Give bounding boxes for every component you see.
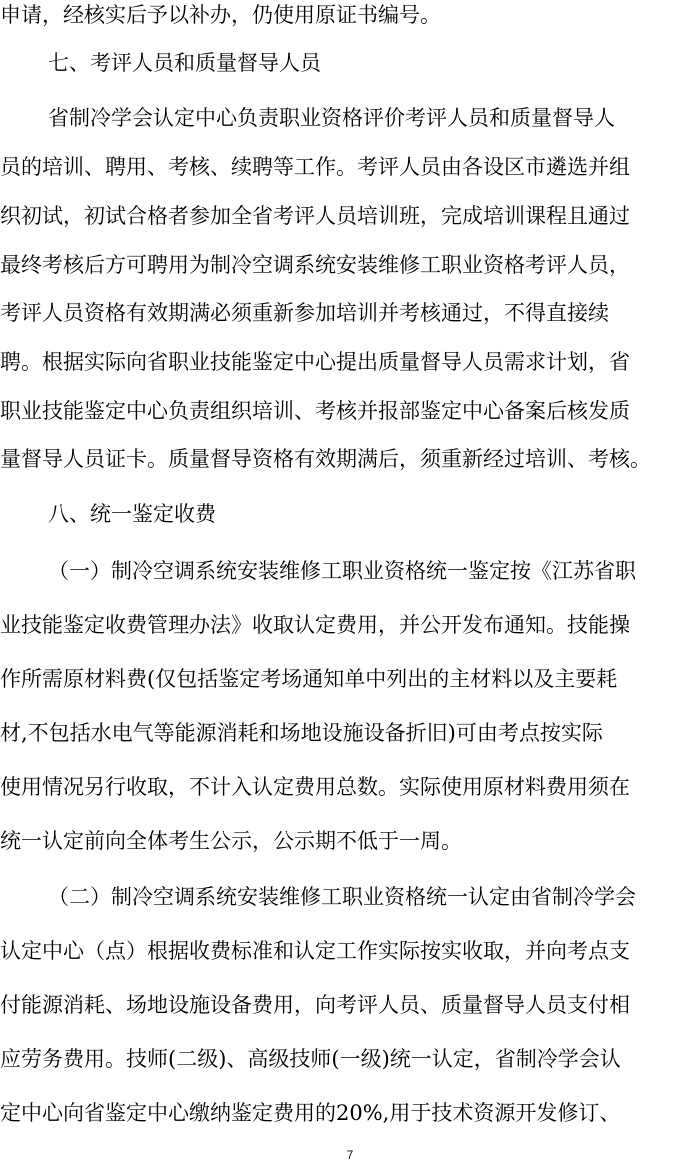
- paragraph-line: 应劳务费用。技师(二级)、高级技师(一级)统一认定，省制冷学会认: [0, 1047, 621, 1071]
- paragraph-line: 员的培训、聘用、考核、续聘等工作。考评人员由各设区市遴选并组: [0, 155, 630, 179]
- paragraph-line: （二）制冷空调系统安装维修工职业资格统一认定由省制冷学会: [48, 885, 636, 909]
- paragraph-line: 聘。根据实际向省职业技能鉴定中心提出质量督导人员需求计划，省: [0, 350, 630, 374]
- paragraph-line: 职业技能鉴定中心负责组织培训、考核并报部鉴定中心备案后核发质: [0, 399, 630, 423]
- section-heading: 八、统一鉴定收费: [48, 502, 216, 526]
- page-number: 7: [346, 1148, 354, 1162]
- paragraph-line: 定中心向省鉴定中心缴纳鉴定费用的20%,用于技术资源开发修订、: [0, 1101, 621, 1125]
- paragraph-line: 材,不包括水电气等能源消耗和场地设施设备折旧)可由考点按实际: [0, 721, 603, 745]
- paragraph-line: 统一认定前向全体考生公示，公示期不低于一周。: [0, 829, 462, 853]
- paragraph-line: 使用情况另行收取，不计入认定费用总数。实际使用原材料费用须在: [0, 775, 630, 799]
- paragraph-line: 付能源消耗、场地设施设备费用，向考评人员、质量督导人员支付相: [0, 993, 630, 1017]
- paragraph-line: 最终考核后方可聘用为制冷空调系统安装维修工职业资格考评人员，: [0, 253, 630, 277]
- paragraph-line: 作所需原材料费(仅包括鉴定考场通知单中列出的主材料以及主要耗: [0, 667, 618, 691]
- paragraph-line: 业技能鉴定收费管理办法》收取认定费用，并公开发布通知。技能操: [0, 613, 630, 637]
- paragraph-line: 考评人员资格有效期满必须重新参加培训并考核通过，不得直接续: [0, 301, 609, 325]
- paragraph-line: 织初试，初试合格者参加全省考评人员培训班，完成培训课程且通过: [0, 204, 630, 228]
- text-line: 申请，经核实后予以补办，仍使用原证书编号。: [0, 3, 441, 27]
- paragraph-line: 量督导人员证卡。质量督导资格有效期满后，须重新经过培训、考核。: [0, 447, 651, 471]
- paragraph-line: 认定中心（点）根据收费标准和认定工作实际按实收取，并向考点支: [0, 939, 630, 963]
- paragraph-line: （一）制冷空调系统安装维修工职业资格统一鉴定按《江苏省职: [48, 559, 636, 583]
- paragraph-line: 省制冷学会认定中心负责职业资格评价考评人员和质量督导人: [48, 106, 615, 130]
- section-heading: 七、考评人员和质量督导人员: [48, 51, 321, 75]
